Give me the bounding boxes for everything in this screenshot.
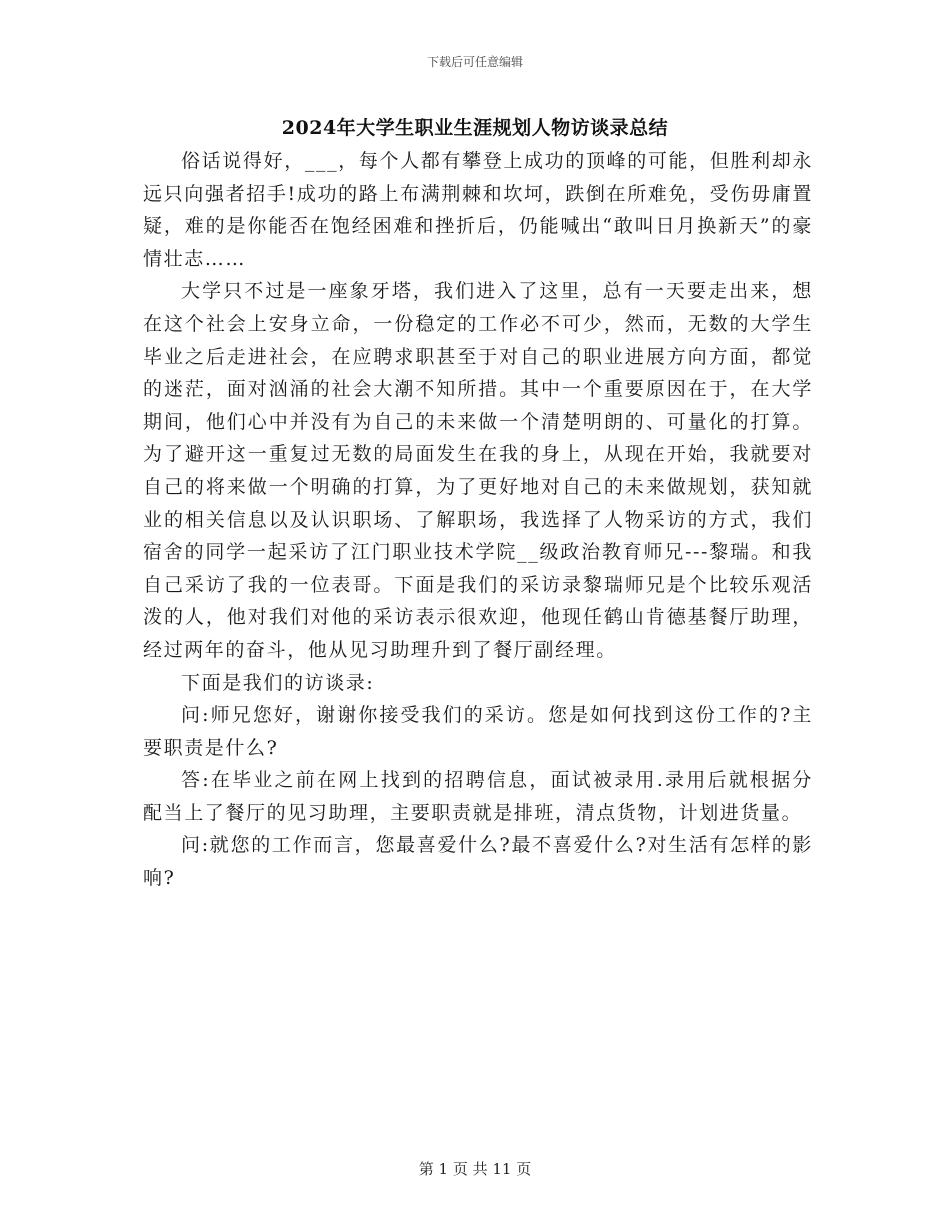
paragraph-interview-heading: 下面是我们的访谈录: xyxy=(181,671,375,694)
paragraph-question-2: 问:就您的工作而言，您最喜爱什么?最不喜爱什么?对生活有怎样的影响? xyxy=(143,834,813,890)
page-footer: 第 1 页 共 11 页 xyxy=(418,1160,532,1178)
document-title: 2024年大学生职业生涯规划人物访谈录总结 xyxy=(281,117,669,139)
paragraph-answer-1: 答:在毕业之前在网上找到的招聘信息，面试被录用.录用后就根据分配当上了餐厅的见习助理，主要职责就是排班，清点货物，计划进货量。 xyxy=(143,769,813,824)
paragraph-background: 大学只不过是一座象牙塔，我们进入了这里，总有一天要走出来，想在这个社会上安身立命，一份稳定的工作必不可少，然而，无数的大学生毕业之后走进社会，在应聘求职甚至于对自己的职业进展方向方面，都觉的迷茫，面对汹涌的社会大潮不知所措。其中一个重要原因在于，在大学期间，他们心中并没有为自己的未来做一个清楚明朗的、可量化的打算。为了避开这一重复过无数的局面发生在我的身上，从现在开始，我就要对自己的将来做一个明确的打算，为了更好地对自己的未来做规划，获知就业的相关信息以及认识职场、了解职场，我选择了人物采访的方式，我们宿舍的同学一起采访了江门职业技术学院__级政治教育师兄---黎瑞。和我自己采访了我的一位表哥。下面是我们的采访录黎瑞师兄是个比较乐观活泼的人，他对我们对他的采访表示很欢迎，他现任鹤山肯德基餐厅助理，经过两年的奋斗，他从见习助理升到了餐厅副经理。 xyxy=(143,280,813,661)
paragraph-question-1: 问:师兄您好，谢谢你接受我们的采访。您是如何找到这份工作的?主要职责是什么? xyxy=(143,704,813,759)
document-body xyxy=(143,145,813,895)
paragraph-intro: 俗话说得好，___，每个人都有攀登上成功的顶峰的可能，但胜利却永远只向强者招手!成功的路上布满荆棘和坎坷，跌倒在所难免，受伤毋庸置疑，难的是你能否在饱经困难和挫折后，仍能喊出“敢叫日月换新天”的豪情壮志…… xyxy=(143,150,813,270)
header-note: 下载后可任意编辑 xyxy=(426,55,523,69)
